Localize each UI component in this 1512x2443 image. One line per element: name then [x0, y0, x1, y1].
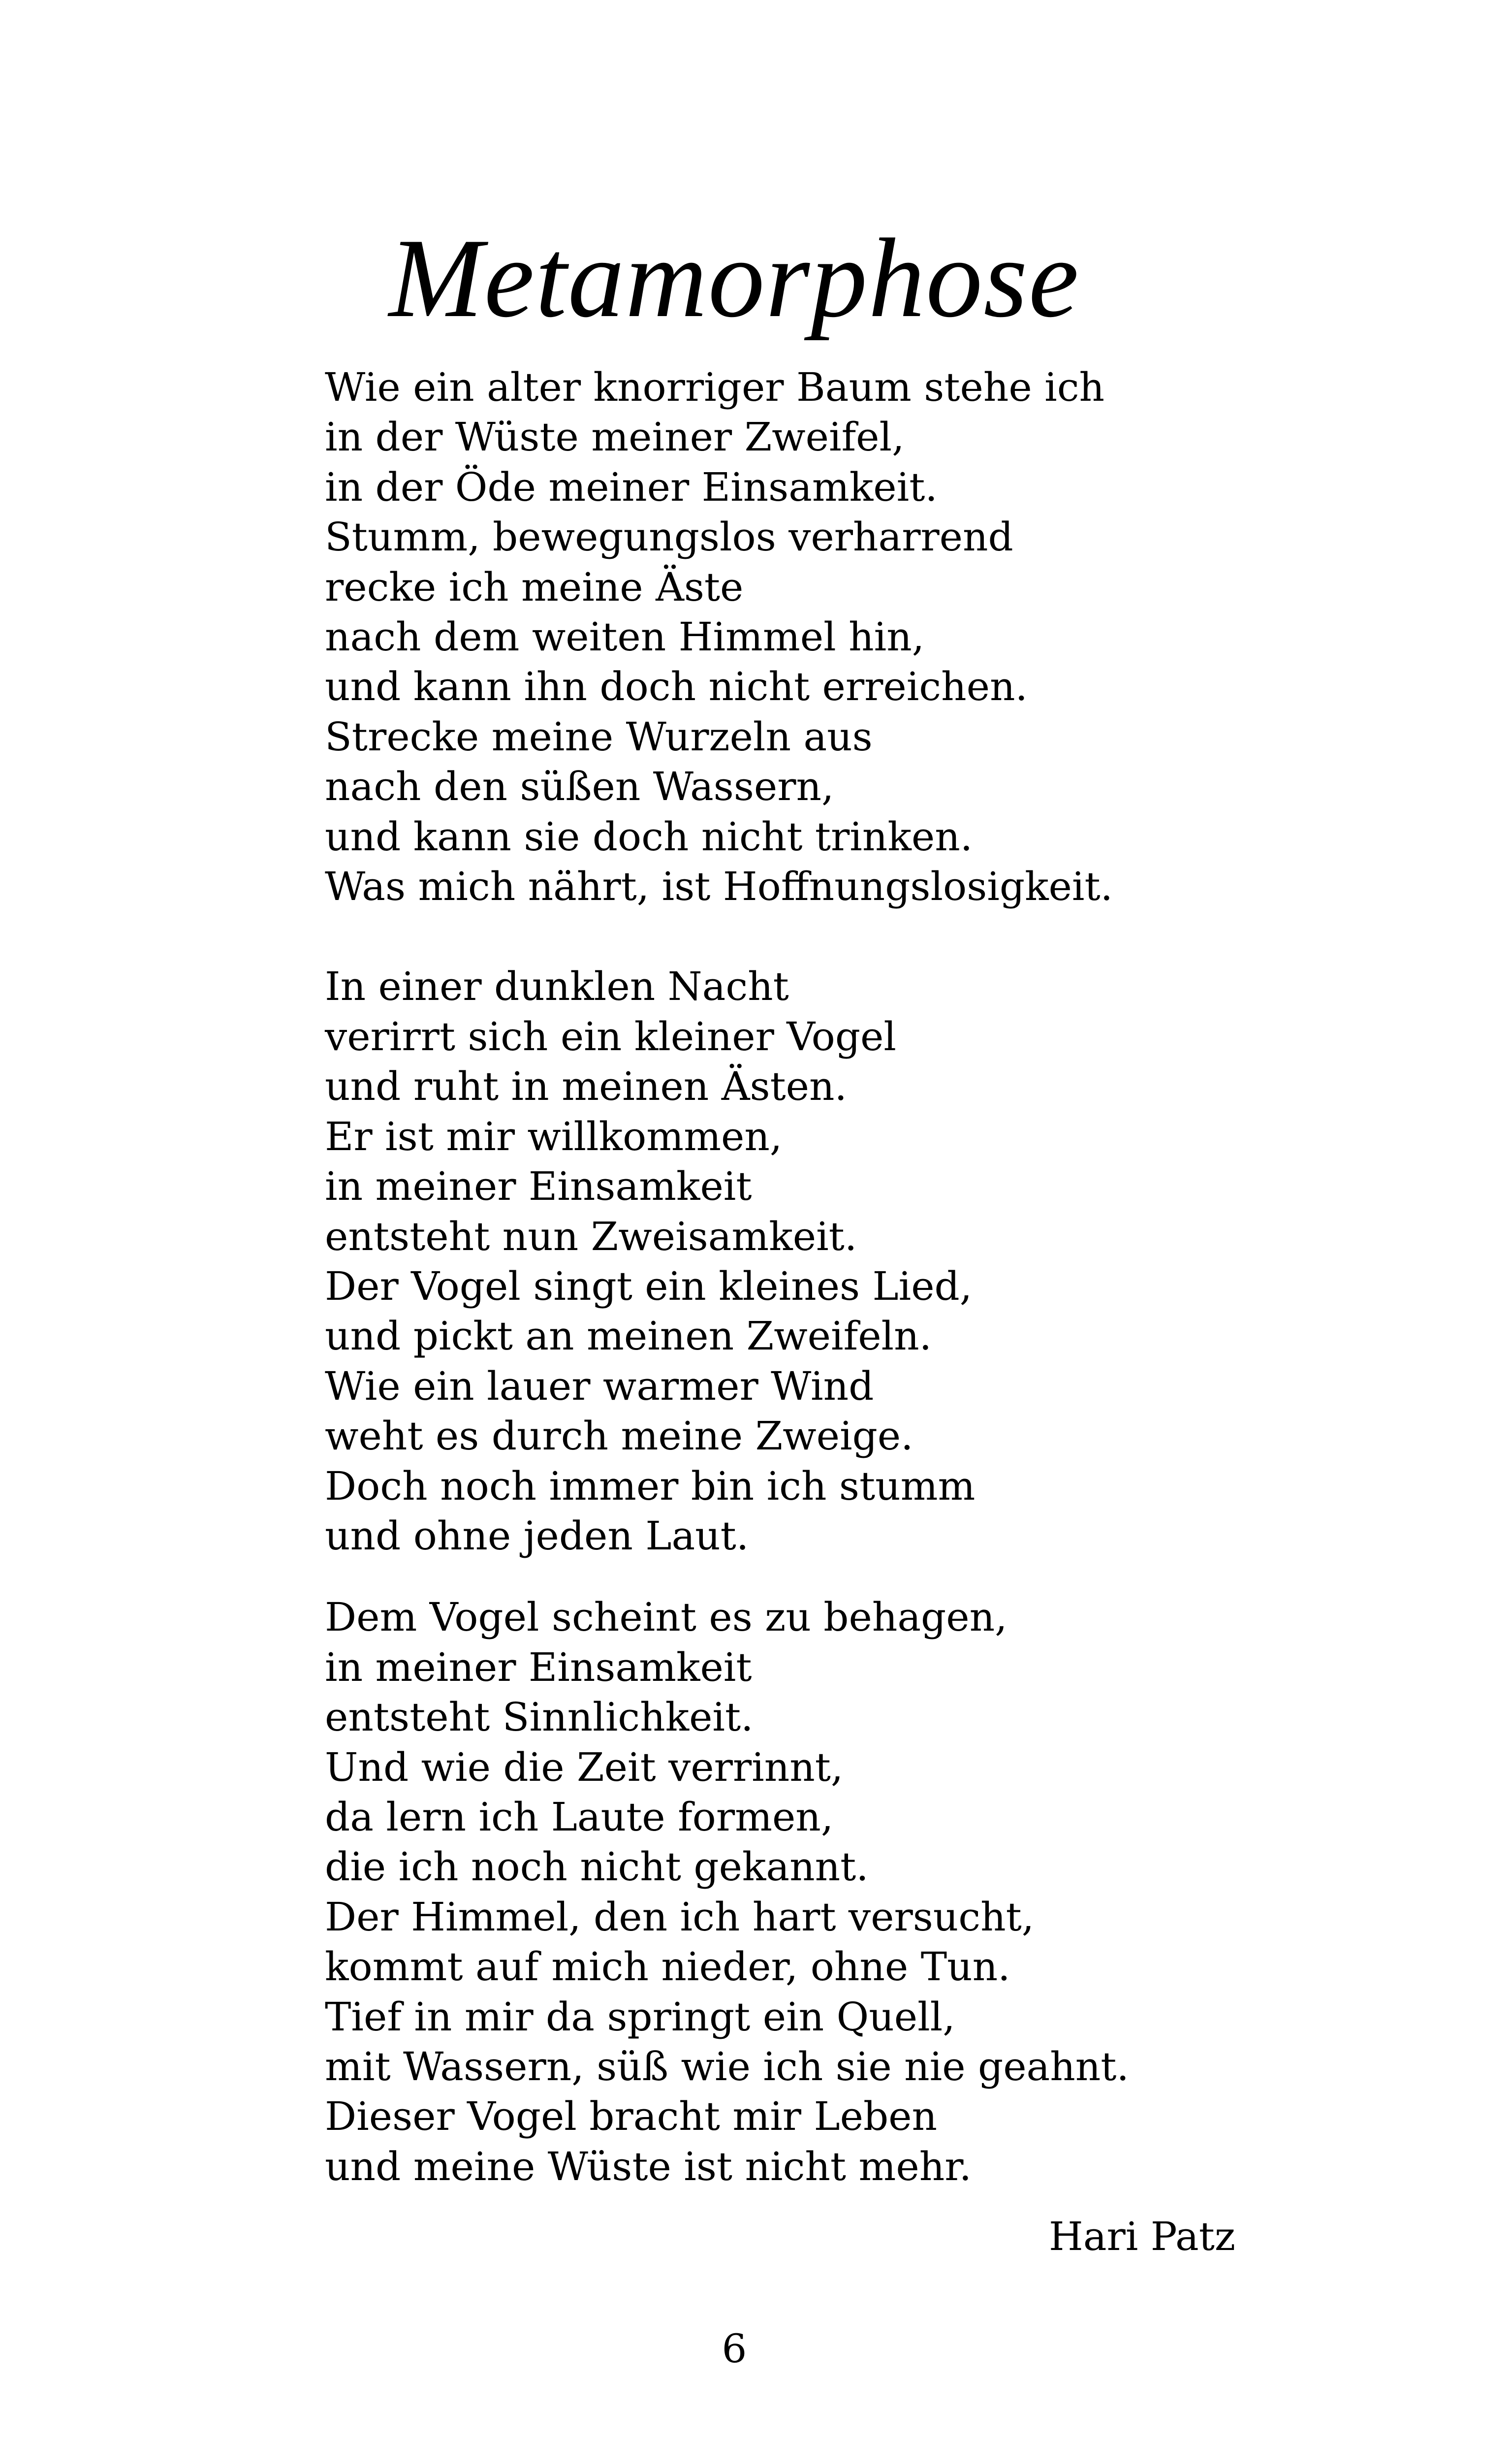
poem-line: Und wie die Zeit verrinnt,	[325, 1744, 844, 1790]
stanza-3	[325, 1592, 1260, 2191]
poem-line: und ohne jeden Laut.	[325, 1512, 749, 1559]
poem-line: nach dem weiten Himmel hin,	[325, 614, 925, 660]
poem-line: Er ist mir willkommen,	[325, 1113, 783, 1159]
poem-line: Strecke meine Wurzeln aus	[325, 713, 873, 760]
poem-line: Wie ein lauer warmer Wind	[325, 1363, 874, 1409]
poem-line: und meine Wüste ist nicht mehr.	[325, 2143, 972, 2189]
poem-line: in der Öde meiner Einsamkeit.	[325, 464, 938, 510]
stanza-1	[325, 362, 1260, 911]
poem-line: recke ich meine Äste	[325, 564, 744, 610]
poem-line: in der Wüste meiner Zweifel,	[325, 414, 905, 460]
poem-line: und pickt an meinen Zweifeln.	[325, 1313, 932, 1359]
poem-line: Dem Vogel scheint es zu behagen,	[325, 1594, 1008, 1640]
stanza-divider	[325, 911, 1260, 962]
poem-line: nach den süßen Wassern,	[325, 764, 834, 810]
poem-line: Tief in mir da springt ein Quell,	[325, 1993, 955, 2040]
poem-line: Was mich nährt, ist Hoffnungslosigkeit.	[325, 864, 1113, 910]
poem-line: in meiner Einsamkeit	[325, 1163, 752, 1210]
poem-line: Doch noch immer bin ich stumm	[325, 1463, 976, 1509]
poem-line: In einer dunklen Nacht	[325, 964, 789, 1010]
poem-line: entsteht nun Zweisamkeit.	[325, 1213, 857, 1259]
poem-line: verirrt sich ein kleiner Vogel	[325, 1013, 896, 1060]
stanza-2	[325, 962, 1260, 1561]
poem-line: in meiner Einsamkeit	[325, 1644, 752, 1690]
stanza-divider	[325, 1561, 1260, 1592]
poem-line: kommt auf mich nieder, ohne Tun.	[325, 1944, 1010, 1990]
poem-line: und ruht in meinen Ästen.	[325, 1063, 847, 1110]
poem-line: die ich noch nicht gekannt.	[325, 1844, 869, 1890]
poem-line: Stumm, bewegungslos verharrend	[325, 514, 1013, 560]
poem-line: und kann sie doch nicht trinken.	[325, 813, 973, 860]
poem-line: Der Himmel, den ich hart versucht,	[325, 1894, 1035, 1940]
poem-line: mit Wassern, süß wie ich sie nie geahnt.	[325, 2044, 1129, 2089]
poem-line: Dieser Vogel bracht mir Leben	[325, 2093, 938, 2140]
poem-title: Metamorphose	[389, 215, 1080, 341]
poem-line: entsteht Sinnlichkeit.	[325, 1694, 754, 1740]
page-number: 6	[722, 2326, 747, 2372]
poem-author: Hari Patz	[1049, 2214, 1235, 2259]
poem-line: Der Vogel singt ein kleines Lied,	[325, 1263, 973, 1309]
poem-body	[325, 362, 1260, 2191]
poem-line: und kann ihn doch nicht erreichen.	[325, 664, 1028, 710]
poem-line: da lern ich Laute formen,	[325, 1794, 834, 1840]
poem-line: weht es durch meine Zweige.	[325, 1413, 914, 1459]
poem-line: Wie ein alter knorriger Baum stehe ich	[325, 364, 1105, 410]
